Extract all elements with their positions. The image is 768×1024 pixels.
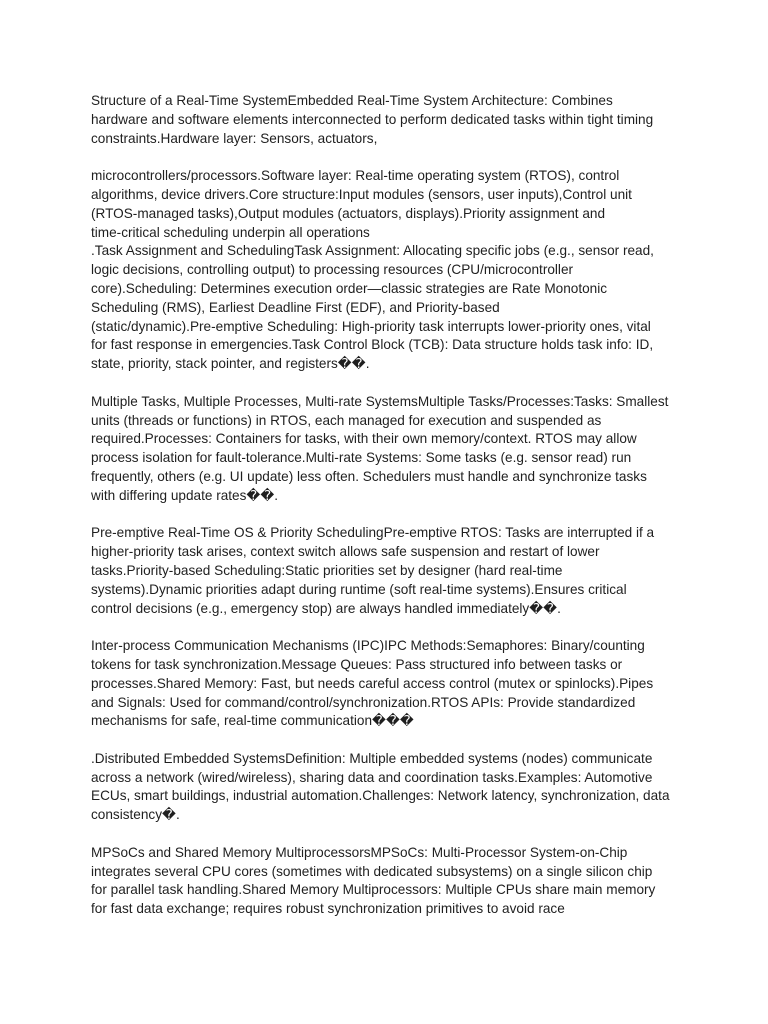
paragraph-ipc: Inter-process Communication Mechanisms (IPC)IPC Methods:Semaphores: Binary/counting tokens for task synchronization.Message Queues: Pass structured info between tasks or processes.Shared Memory: Fast, but needs careful access control (mutex or spinlocks).Pipes and Signals: Used for command/control/synchronization.RTOS APIs: Provide standardized mechanisms for safe, real-time communication��� [91, 638, 654, 729]
paragraph-distributed-systems: .Distributed Embedded SystemsDefinition: Multiple embedded systems (nodes) communicate across a network (wired/wireless), sharing data and coordination tasks.Examples: Automotive ECUs, smart buildings, industrial automation.Challenges: Network latency, synchronization, data consistency�. [91, 750, 670, 823]
paragraph-structure-of-rts: Structure of a Real-Time SystemEmbedded Real-Time System Architecture: Combines hardware and software elements interconnected to perform dedicated tasks within tight timing constraints.Hardware layer: Sensors, actuators, [91, 93, 654, 146]
document-page [91, 92, 691, 919]
paragraph-spacer [91, 374, 691, 393]
paragraph-spacer [91, 618, 691, 637]
paragraph-spacer [91, 731, 691, 750]
paragraph-software-layer-and-scheduling: microcontrollers/processors.Software layer: Real-time operating system (RTOS), control algorithms, device drivers.Core structure:Input modules (sensors, user inputs),Control unit (RTOS-managed tasks),Output modules (actuators, displays).Priority assignment and time-critical scheduling underpin all operations .Task Assignment and SchedulingTask Assignment: Allocating specific jobs (e.g., sensor read, logic decisions, controlling output) to processing resources (CPU/microcontroller core).Scheduling: Determines execution order—classic strategies are Rate Monotonic Scheduling (RMS), Earliest Deadline First (EDF), and Priority-based (static/dynamic).Pre-emptive Scheduling: High-priority task interrupts lower-priority ones, vital for fast response in emergencies.Task Control Block (TCB): Data structure holds task info: ID, state, priority, stack pointer, and registers��. [91, 168, 654, 372]
paragraph-spacer [91, 148, 691, 167]
paragraph-spacer [91, 506, 691, 525]
paragraph-preemptive-rtos: Pre-emptive Real-Time OS & Priority SchedulingPre-emptive RTOS: Tasks are interrupted if a higher-priority task arises, context switch allows safe suspension and restart of lower tasks.Priority-based Scheduling:Static priorities set by designer (hard real-time systems).Dynamic priorities adapt during runtime (soft real-time systems).Ensures critical control decisions (e.g., emergency stop) are always handled immediately��. [91, 525, 655, 616]
paragraph-spacer [91, 825, 691, 844]
paragraph-mpsocs: MPSoCs and Shared Memory MultiprocessorsMPSoCs: Multi-Processor System-on-Chip integrates several CPU cores (sometimes with dedicated subsystems) on a single silicon chip for parallel task handling.Shared Memory Multiprocessors: Multiple CPUs share main memory for fast data exchange; requires robust synchronization primitives to avoid race [91, 844, 656, 917]
paragraph-multiple-tasks: Multiple Tasks, Multiple Processes, Multi-rate SystemsMultiple Tasks/Processes:Tasks: Smallest units (threads or functions) in RTOS, each managed for execution and suspended as required.Processes: Containers for tasks, with their own memory/context. RTOS may allow process isolation for fault-tolerance.Multi-rate Systems: Some tasks (e.g. sensor read) run frequently, others (e.g. UI update) less often. Schedulers must handle and synchronize tasks with differing update rates��. [91, 393, 669, 503]
